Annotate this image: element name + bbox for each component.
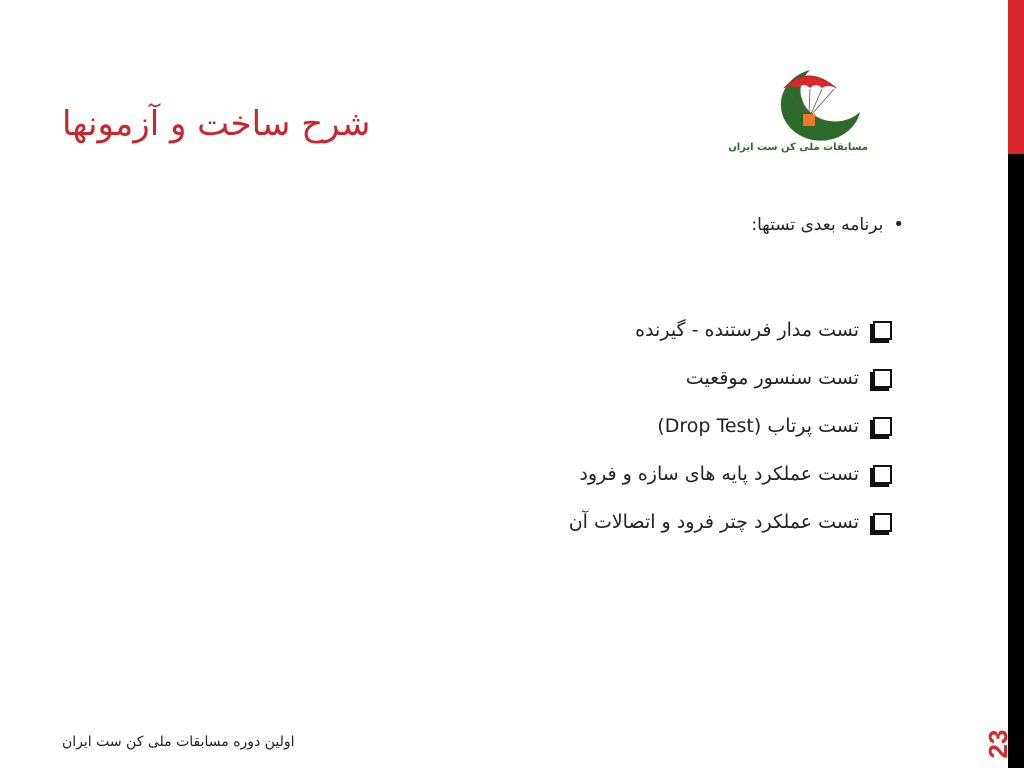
list-item <box>569 306 892 354</box>
checkbox-icon <box>873 513 892 532</box>
test-list <box>569 306 892 546</box>
side-bar-accent <box>1008 0 1024 154</box>
footer-text: اولین دوره مسابقات ملی کن ست ایران <box>62 734 295 750</box>
test-item-label: تست عملکرد پایه های سازه و فرود <box>579 463 859 485</box>
list-item <box>569 498 892 546</box>
test-item-label: تست مدار فرستنده - گیرنده <box>635 319 859 341</box>
side-bar <box>1008 0 1024 768</box>
test-item-label: تست عملکرد چتر فرود و اتصالات آن <box>568 511 859 533</box>
list-item <box>569 450 892 498</box>
list-item <box>569 354 892 402</box>
bullet-heading-text: برنامه بعدی تستها: <box>751 214 884 235</box>
checkbox-icon <box>873 369 892 388</box>
page-number: 23 <box>982 729 1013 759</box>
test-item-label: تست سنسور موقعیت <box>685 367 859 389</box>
checkbox-icon <box>873 465 892 484</box>
slide-title: شرح ساخت و آزمونها <box>62 104 371 144</box>
bullet-icon: • <box>893 214 904 235</box>
cansat-logo <box>728 62 868 162</box>
list-item <box>569 402 892 450</box>
logo-text: مسابقات ملی کن ست ایران <box>728 142 868 153</box>
test-item-label: تست پرتاب (Drop Test) <box>657 415 859 437</box>
checkbox-icon <box>873 417 892 436</box>
checkbox-icon <box>873 321 892 340</box>
parachute-logo-icon <box>748 62 868 142</box>
bullet-heading <box>751 214 904 235</box>
